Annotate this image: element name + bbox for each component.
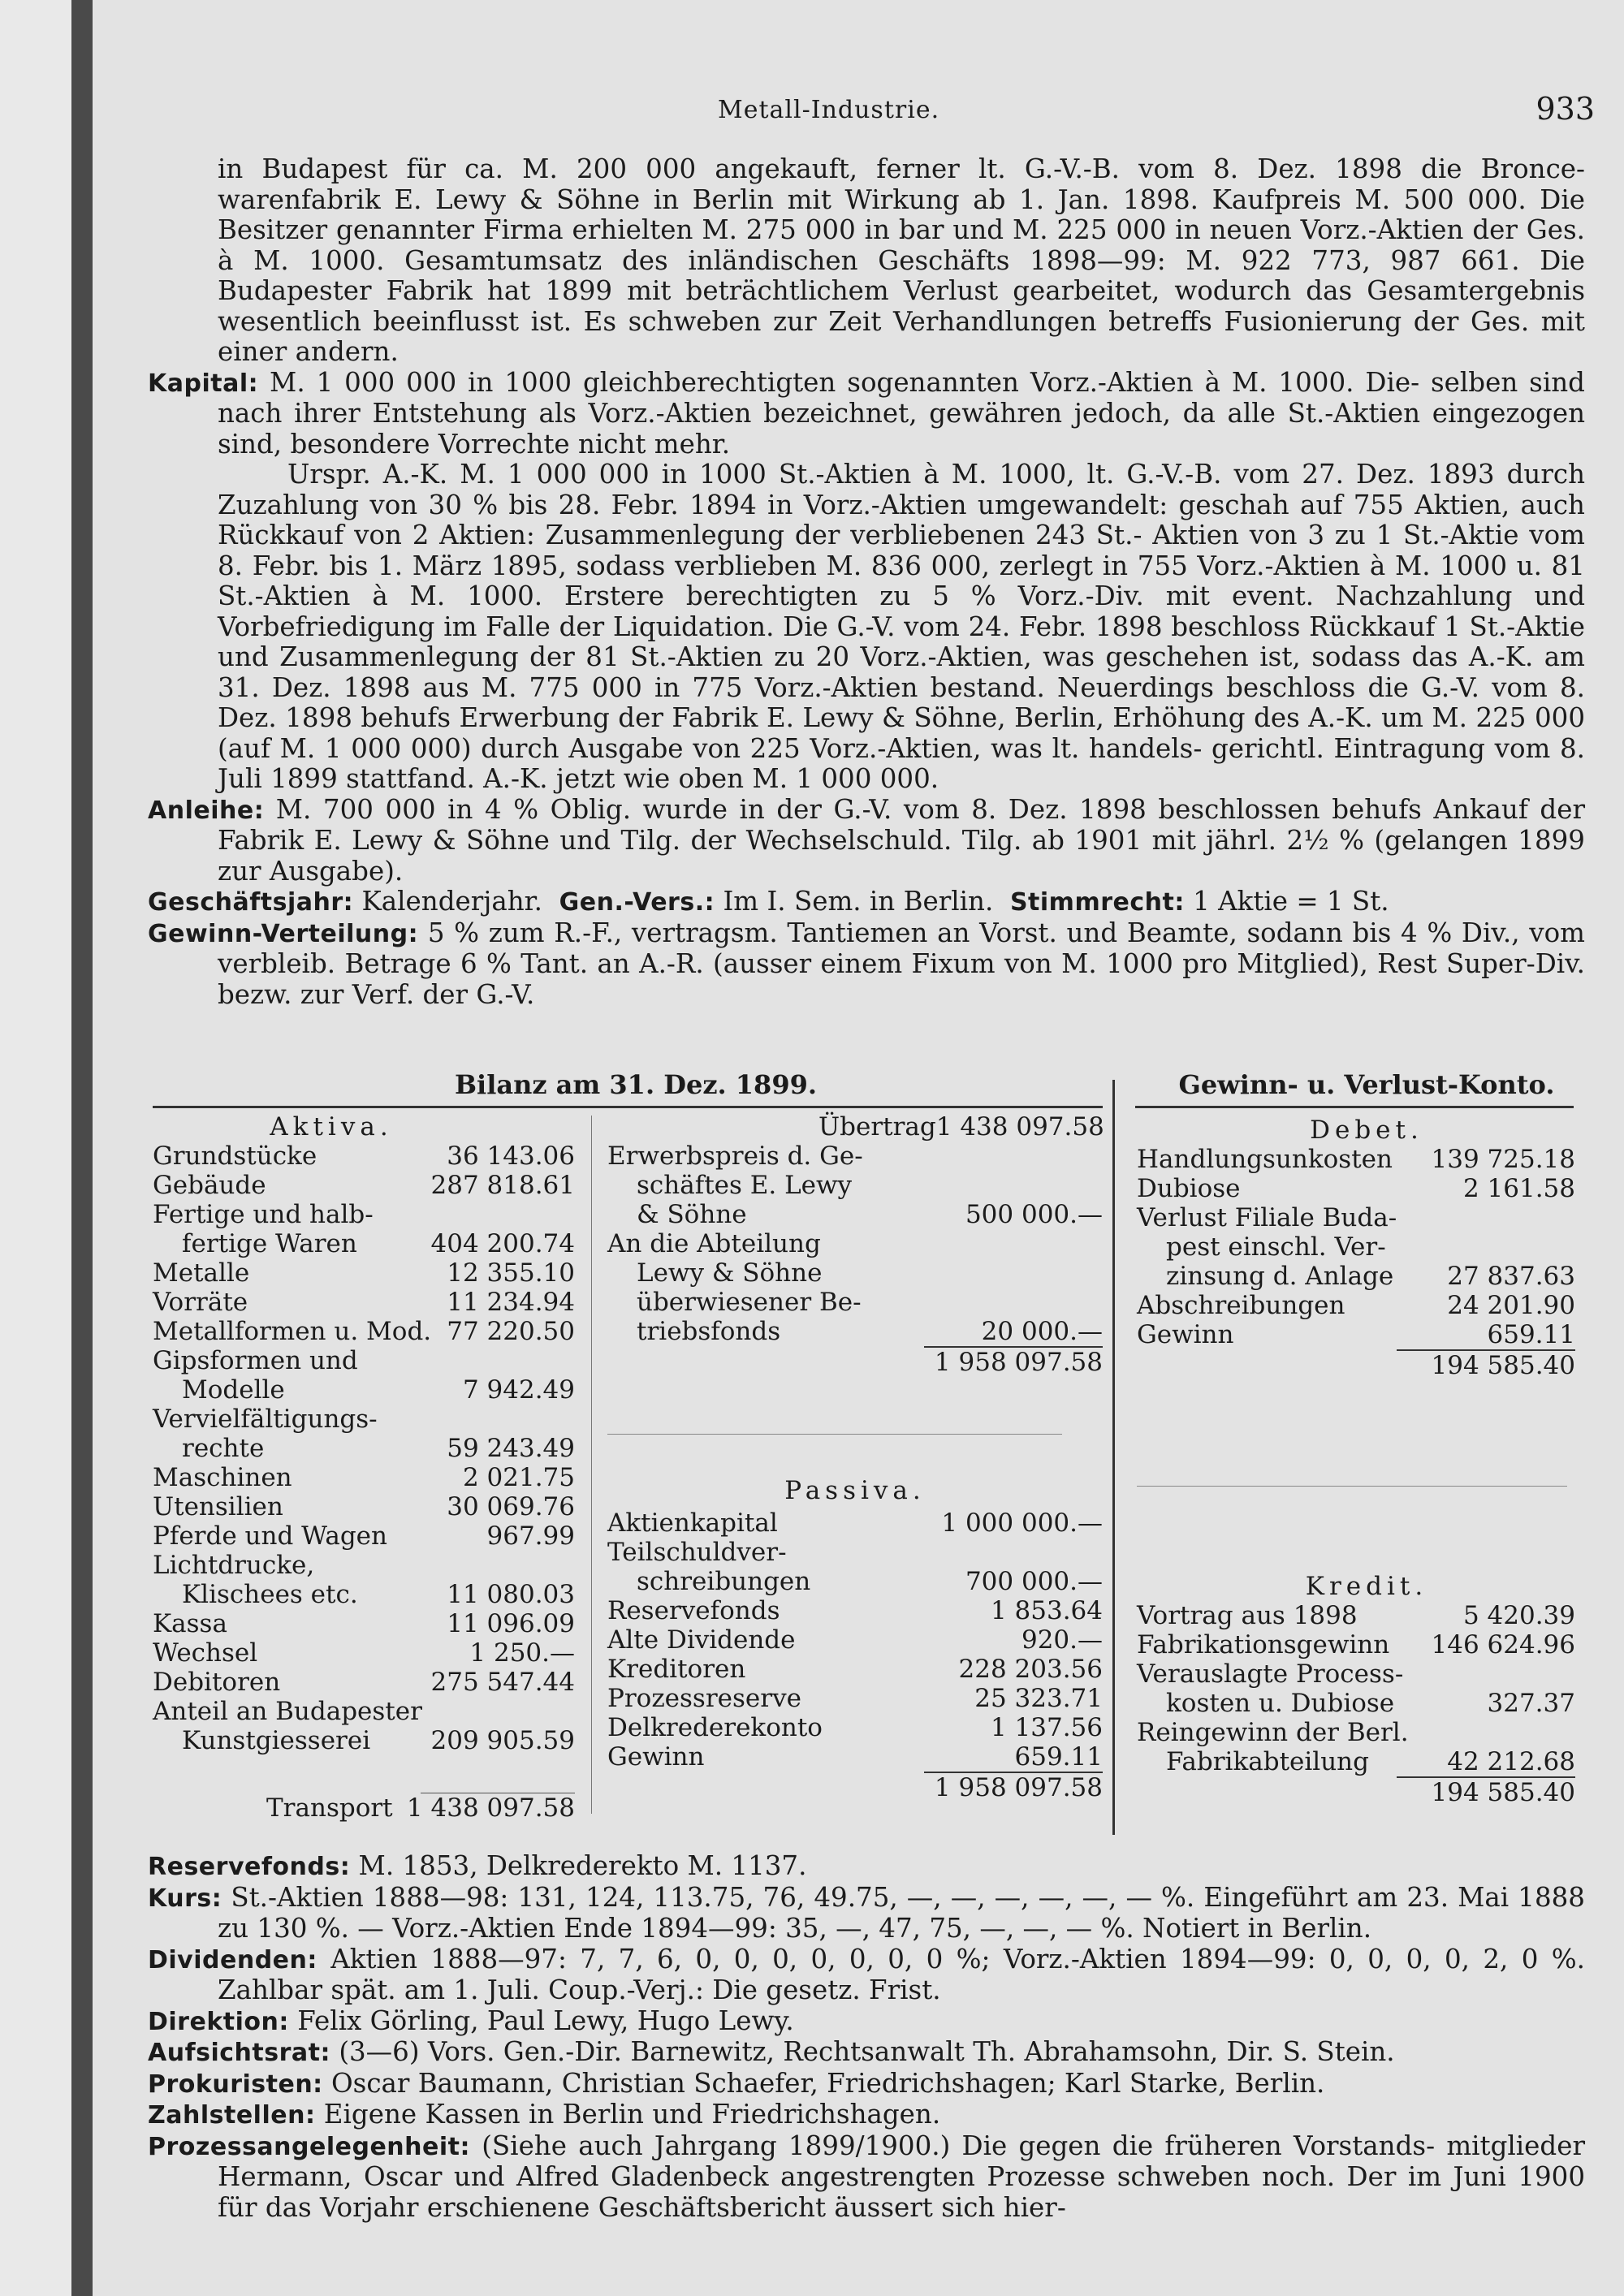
balance-section	[153, 1070, 1598, 1845]
aktiva-row	[153, 1609, 575, 1638]
kurs-line: Notiert in Berlin.	[1142, 1913, 1372, 1944]
aufsichtsrat-label: Aufsichtsrat:	[148, 2039, 330, 2067]
bilanz-continuation-row	[607, 1258, 1103, 1288]
aktiva-value	[445, 1405, 575, 1434]
aktiva-value	[445, 1346, 575, 1375]
aktiva-row	[153, 1346, 575, 1375]
debet-label: pest einschl. Ver-	[1166, 1232, 1386, 1262]
aktiva-value	[445, 1551, 575, 1580]
scan-left-margin	[0, 0, 75, 2296]
aktiva-row	[153, 1375, 575, 1405]
guv-title: Gewinn- u. Verlust-Konto.	[1178, 1069, 1555, 1100]
passiva-ledger	[607, 1508, 1103, 1802]
kapital-history-line: aus M. 775 000 in 775 Vorz.-Aktien bestand. Neuerdings beschloss die G.-V. vom 8. Dez.	[218, 671, 1585, 733]
bilanz-continuation-value	[973, 1142, 1103, 1171]
passiva-label: Teilschuldver-	[607, 1538, 787, 1567]
anleihe-label: Anleihe:	[148, 796, 265, 825]
passiva-row	[607, 1625, 1103, 1655]
kredit-row	[1137, 1601, 1575, 1630]
aktiva-value: 11 080.03	[447, 1580, 575, 1609]
kredit-value	[1445, 1659, 1575, 1689]
passiva-value: 228 203.56	[958, 1655, 1103, 1684]
dividenden-section	[148, 1944, 1585, 2006]
binding-edge	[71, 0, 93, 2296]
genvers-label: Gen.-Vers.:	[559, 888, 715, 917]
passiva-value: 1 853.64	[990, 1596, 1103, 1625]
bilanz-continuation-row	[607, 1142, 1103, 1171]
prozess-line: (Siehe auch Jahrgang 1899/1900.) Die gegen die früheren Vorstands-	[482, 2130, 1447, 2161]
bilanz-continuation-row	[607, 1112, 1103, 1142]
debet-row	[1137, 1232, 1575, 1262]
passiva-value: 1 137.56	[990, 1713, 1103, 1742]
kredit-row	[1137, 1659, 1575, 1689]
aktiva-label: Kunstgiesserei	[182, 1726, 371, 1755]
kredit-value: 327.37	[1487, 1689, 1575, 1718]
debet-row	[1137, 1174, 1575, 1203]
aktiva-heading: Aktiva.	[270, 1112, 393, 1142]
aktiva-row	[153, 1697, 575, 1726]
aktiva-label: Metallformen u. Mod.	[153, 1317, 432, 1346]
debet-heading: Debet.	[1310, 1116, 1423, 1145]
aktiva-value: 967.99	[486, 1521, 575, 1551]
dividenden-label: Dividenden:	[148, 1945, 317, 1974]
bilanz-continuation-label: Übertrag	[818, 1112, 936, 1142]
dividenden-line: 0, 0, 2, 0 %. Zahlbar spät. am 1. Juli. Coup.-Verj.: Die gesetz. Frist.	[218, 1943, 1585, 2005]
aktiva-label: Kassa	[153, 1609, 227, 1638]
geschaeftsjahr-line	[148, 887, 1585, 918]
aktiva-label: Gebäude	[153, 1171, 266, 1200]
bilanz-continuation-value	[973, 1229, 1103, 1258]
bilanz-continuation-value	[973, 1258, 1103, 1288]
kredit-ledger	[1137, 1601, 1575, 1807]
passiva-row	[607, 1567, 1103, 1596]
passiva-row	[607, 1713, 1103, 1742]
bilanz-continuation-ledger	[607, 1112, 1103, 1377]
aktiva-label: Wechsel	[153, 1638, 258, 1668]
passiva-value: 25 323.71	[974, 1684, 1103, 1713]
aufsichtsrat-line	[148, 2037, 1585, 2069]
bilanz-continuation-total-value: 1 958 097.58	[924, 1346, 1103, 1377]
aktiva-row	[153, 1521, 575, 1551]
passiva-label: Gewinn	[607, 1742, 705, 1772]
passiva-value: 920.—	[1021, 1625, 1103, 1655]
aktiva-row	[153, 1434, 575, 1463]
bilanz-continuation-row	[607, 1229, 1103, 1258]
aktiva-value: 30 069.76	[447, 1492, 575, 1521]
aktiva-label: Modelle	[182, 1375, 285, 1405]
kredit-separator	[1137, 1486, 1567, 1487]
page-number: 933	[1535, 91, 1595, 127]
bilanz-column-divider	[591, 1116, 592, 1814]
bilanz-continuation-label: triebsfonds	[637, 1317, 781, 1346]
running-title: Metall-Industrie.	[718, 96, 940, 124]
intro-line: in neuen Vorz.-Aktien der Ges. à M. 1000. Gesamtumsatz des inländischen Geschäfts	[218, 214, 1585, 276]
aktiva-label: Anteil an Budapester	[153, 1697, 422, 1726]
aktiva-label: fertige Waren	[182, 1229, 357, 1258]
aktiva-label: Vervielfältigungs-	[153, 1405, 378, 1434]
aktiva-row	[153, 1638, 575, 1668]
debet-total-value: 194 585.40	[1397, 1349, 1575, 1380]
gewinnverteilung-section	[148, 918, 1585, 1011]
kapital-history-line: durch Zuzahlung von 30 % bis 28. Febr. 1894 in Vorz.-Aktien umgewandelt: geschah	[218, 459, 1585, 520]
aktiva-value: 11 096.09	[447, 1609, 575, 1638]
bilanz-continuation-value	[973, 1288, 1103, 1317]
debet-value: 659.11	[1487, 1320, 1575, 1349]
aktiva-value: 12 355.10	[447, 1258, 575, 1288]
anleihe-line: M. 700 000 in 4 % Oblig. wurde in der G.-V. vom 8. Dez. 1898 beschlossen behufs	[275, 793, 1434, 825]
bilanz-continuation-value: 500 000.—	[965, 1200, 1103, 1229]
kredit-row	[1137, 1630, 1575, 1659]
kapital-history-line: zerlegt in 755 Vorz.-Aktien à M. 1000 u. 81 St.-Aktien à M. 1000. Erstere berechtigten	[218, 550, 1585, 611]
passiva-row	[607, 1655, 1103, 1684]
aktiva-label: Fertige und halb-	[153, 1200, 374, 1229]
debet-row	[1137, 1291, 1575, 1320]
debet-total	[1137, 1349, 1575, 1380]
kapital-history-line: Urspr. A.-K. M. 1 000 000 in 1000 St.-Aktien à M. 1000, lt. G.-V.-B. vom 27. Dez. 1893	[287, 459, 1507, 490]
kredit-label: kosten u. Dubiose	[1166, 1689, 1395, 1718]
passiva-total-value: 1 958 097.58	[924, 1772, 1103, 1802]
kredit-heading: Kredit.	[1305, 1572, 1428, 1601]
kapital-history-line: M. 225 000 (auf M. 1 000 000) durch Ausgabe von 225 Vorz.-Aktien, was lt. handels-	[218, 702, 1585, 764]
aktiva-row	[153, 1258, 575, 1288]
main-column-divider	[1112, 1080, 1115, 1835]
prokuristen-label: Prokuristen:	[148, 2069, 323, 2099]
transport-value: 1 438 097.58	[406, 1793, 575, 1823]
intro-line: zur Zeit Verhandlungen betreffs Fusionierung der Ges. mit einer andern.	[218, 305, 1585, 367]
gewinnverteilung-line: bis 4 % Div., vom verbleib. Betrage 6 % Tant. an A.-R. (ausser einem Fixum von M. 1000	[218, 917, 1585, 979]
aktiva-value: 36 143.06	[447, 1142, 575, 1171]
kurs-line: am 23. Mai 1888 zu 130 %. — Vorz.-Aktien Ende 1894—99: 35, —, 47, 75, —, —, — %.	[218, 1881, 1585, 1944]
passiva-value	[973, 1538, 1103, 1567]
aktiva-label: Pferde und Wagen	[153, 1521, 387, 1551]
zahlstellen-text: Eigene Kassen in Berlin und Friedrichshagen.	[323, 2099, 941, 2130]
gewinnverteilung-line: 5 % zum R.-F., vertragsm. Tantiemen an Vorst. und Beamte, sodann	[427, 917, 1353, 948]
bilanz-continuation-value: 1 438 097.58	[935, 1112, 1104, 1142]
passiva-label: Reservefonds	[607, 1596, 780, 1625]
kapital-history-line: Die G.-V. vom 24. Febr. 1898 beschloss Rückkauf 1 St.-Aktie und Zusammenlegung der	[218, 611, 1585, 672]
aktiva-row	[153, 1580, 575, 1609]
kurs-text	[218, 1882, 1585, 1944]
passiva-row	[607, 1538, 1103, 1567]
bilanz-continuation-total	[607, 1346, 1103, 1377]
kredit-row	[1137, 1747, 1575, 1776]
kredit-row	[1137, 1689, 1575, 1718]
gewinnverteilung-label: Gewinn-Verteilung:	[148, 919, 419, 948]
aktiva-row	[153, 1463, 575, 1492]
aufsichtsrat-text: (3—6) Vors. Gen.-Dir. Barnewitz, Rechtsanwalt Th. Abrahamsohn, Dir. S. Stein.	[339, 2036, 1395, 2067]
aktiva-label: rechte	[182, 1434, 265, 1463]
aktiva-label: Utensilien	[153, 1492, 283, 1521]
debet-ledger	[1137, 1145, 1575, 1380]
aktiva-row	[153, 1551, 575, 1580]
transport-label: Transport	[266, 1793, 393, 1823]
passiva-value: 1 000 000.—	[941, 1508, 1103, 1538]
running-header	[93, 91, 1624, 145]
passiva-heading: Passiva.	[784, 1476, 926, 1505]
geschaeftsjahr-text: Kalenderjahr.	[361, 886, 542, 917]
passiva-row	[607, 1684, 1103, 1713]
aktiva-value: 2 021.75	[462, 1463, 575, 1492]
kapital-section	[148, 368, 1585, 460]
direktion-label: Direktion:	[148, 2007, 289, 2036]
direktion-line	[148, 2006, 1585, 2038]
debet-row	[1137, 1262, 1575, 1291]
stimmrecht-label: Stimmrecht:	[1009, 888, 1185, 917]
debet-label: zinsung d. Anlage	[1166, 1262, 1394, 1291]
kredit-total-value: 194 585.40	[1397, 1776, 1575, 1807]
passiva-row	[607, 1742, 1103, 1772]
kredit-label: Fabrikabteilung	[1166, 1747, 1369, 1776]
zahlstellen-line	[148, 2100, 1585, 2131]
aktiva-label: Metalle	[153, 1258, 250, 1288]
aktiva-value: 11 234.94	[447, 1288, 575, 1317]
passiva-label: Aktienkapital	[607, 1508, 778, 1538]
anleihe-line: Ankauf der Fabrik E. Lewy & Söhne und Tilg. der Wechselschuld. Tilg. ab 1901 mit	[218, 793, 1585, 856]
kapital-text	[218, 367, 1585, 460]
kredit-label: Reingewinn der Berl.	[1137, 1718, 1409, 1747]
kredit-value	[1445, 1718, 1575, 1747]
bilanz-continuation-label: schäftes E. Lewy	[637, 1171, 853, 1200]
reservefonds-line	[148, 1851, 1585, 1883]
kapital-history-line: auf 755 Aktien, auch Rückkauf von 2 Aktien: Zusammenlegung der verbliebenen 243 St.-	[218, 489, 1585, 550]
dividenden-text	[218, 1944, 1585, 2006]
aktiva-label: Lichtdrucke,	[153, 1551, 315, 1580]
aktiva-label: Debitoren	[153, 1668, 281, 1697]
debet-label: Gewinn	[1137, 1320, 1234, 1349]
aktiva-value: 275 547.44	[430, 1668, 575, 1697]
kredit-total	[1137, 1776, 1575, 1807]
aktiva-row	[153, 1288, 575, 1317]
kredit-label: Verauslagte Process-	[1137, 1659, 1404, 1689]
page	[93, 0, 1624, 2296]
aktiva-ledger	[153, 1142, 575, 1755]
passiva-row	[607, 1508, 1103, 1538]
kapital-label: Kapital:	[148, 369, 259, 398]
intro-line: in Budapest für ca. M. 200 000 angekauft, ferner lt. G.-V.-B. vom 8. Dez. 1898 die Bronce-	[218, 153, 1585, 184]
anleihe-section	[148, 795, 1585, 887]
aktiva-label: Maschinen	[153, 1463, 292, 1492]
passiva-total	[607, 1772, 1103, 1802]
bilanz-continuation-value	[973, 1171, 1103, 1200]
geschaeftsjahr-label: Geschäftsjahr:	[148, 888, 354, 917]
debet-value	[1445, 1203, 1575, 1232]
gewinnverteilung-text	[218, 917, 1585, 1010]
kapital-history-line: 81 St.-Aktien zu 20 Vorz.-Aktien, was geschehen ist, sodass das A.-K. am 31. Dez. 1898	[218, 641, 1585, 703]
aktiva-row	[153, 1171, 575, 1200]
kredit-row	[1137, 1718, 1575, 1747]
transport-row	[153, 1793, 575, 1823]
direktion-text: Felix Görling, Paul Lewy, Hugo Lewy.	[297, 2005, 794, 2036]
passiva-label: Prozessreserve	[607, 1684, 801, 1713]
bilanz-continuation-value: 20 000.—	[981, 1317, 1103, 1346]
kredit-value: 42 212.68	[1447, 1747, 1575, 1776]
aktiva-row	[153, 1200, 575, 1229]
aktiva-row	[153, 1668, 575, 1697]
bilanz-continuation-row	[607, 1200, 1103, 1229]
passiva-label: Alte Dividende	[607, 1625, 796, 1655]
intro-paragraph	[148, 154, 1585, 368]
prozess-label: Prozessangelegenheit:	[148, 2132, 470, 2161]
prozess-section	[148, 2131, 1585, 2224]
passiva-value: 700 000.—	[965, 1567, 1103, 1596]
aktiva-row	[153, 1229, 575, 1258]
dividenden-line: Aktien 1888—97: 7, 7, 6, 0, 0, 0, 0, 0, 0, 0 %; Vorz.-Aktien 1894—99: 0, 0,	[330, 1943, 1406, 1974]
kapital-history-line: gerichtl. Eintragung vom 8. Juli 1899 stattfand. A.-K. jetzt wie oben M. 1 000 000.	[218, 732, 1585, 794]
intro-line: 1898—99: M. 922 773, 987 661. Die Budapester Fabrik hat 1899 mit beträchtlichem	[218, 244, 1585, 306]
aktiva-value	[445, 1200, 575, 1229]
debet-label: Handlungsunkosten	[1137, 1145, 1393, 1174]
prokuristen-line	[148, 2069, 1585, 2100]
debet-label: Verlust Filiale Buda-	[1137, 1203, 1397, 1232]
intro-line: warenfabrik E. Lewy & Söhne in Berlin mit Wirkung ab 1. Jan. 1898. Kaufpreis	[218, 183, 1355, 215]
debet-label: Dubiose	[1137, 1174, 1241, 1203]
genvers-text: Im I. Sem. in Berlin.	[723, 886, 994, 917]
bilanz-continuation-label: Erwerbspreis d. Ge-	[607, 1142, 863, 1171]
bilanz-continuation-row	[607, 1317, 1103, 1346]
passiva-value: 659.11	[1014, 1742, 1103, 1772]
kurs-line: St.-Aktien 1888—98: 131, 124, 113.75, 76, 49.75, —, —, —, —, —, — %. Eingeführt	[231, 1881, 1358, 1913]
passiva-row	[607, 1596, 1103, 1625]
aktiva-label: Grundstücke	[153, 1142, 317, 1171]
passiva-separator	[607, 1434, 1062, 1435]
aktiva-label: Gipsformen und	[153, 1346, 358, 1375]
debet-row	[1137, 1203, 1575, 1232]
prozess-line: mitglieder Hermann, Oscar und Alfred Gladenbeck angestrengten Prozesse schweben	[218, 2130, 1585, 2192]
aktiva-row	[153, 1726, 575, 1755]
kredit-label: Fabrikationsgewinn	[1137, 1630, 1390, 1659]
debet-label: Abschreibungen	[1137, 1291, 1345, 1320]
prokuristen-text: Oscar Baumann, Christian Schaefer, Friedrichshagen; Karl Starke, Berlin.	[331, 2067, 1325, 2099]
bilanz-continuation-label: Lewy & Söhne	[637, 1258, 823, 1288]
kapital-history-line: Aktien von 3 zu 1 St.-Aktie vom 8. Febr. bis 1. März 1895, sodass verblieben M. 836 000,	[218, 520, 1585, 581]
kredit-value: 146 624.96	[1431, 1630, 1575, 1659]
bilanz-continuation-label: überwiesener Be-	[637, 1288, 862, 1317]
passiva-label: schreibungen	[637, 1567, 811, 1596]
bilanz-continuation-row	[607, 1288, 1103, 1317]
prozess-line: noch. Der im Juni 1900 für das Vorjahr erschienene Geschäftsbericht äussert sich hier-	[218, 2161, 1585, 2223]
debet-value	[1445, 1232, 1575, 1262]
company-details	[148, 1851, 1585, 2223]
aktiva-label: Klischees etc.	[182, 1580, 358, 1609]
aktiva-value: 77 220.50	[447, 1317, 575, 1346]
kapital-history-line: zu 5 % Vorz.-Div. mit event. Nachzahlung und Vorbefriedigung im Falle der Liquidation.	[218, 580, 1585, 642]
kapital-line: M. 1 000 000 in 1000 gleichberechtigten sogenannten Vorz.-Aktien à M. 1000. Die-	[270, 366, 1431, 398]
kurs-section	[148, 1883, 1585, 1944]
aktiva-label: Vorräte	[153, 1288, 248, 1317]
anleihe-line: jährl. 2½ % (gelangen 1899 zur Ausgabe).	[218, 825, 1585, 887]
bilanz-continuation-row	[607, 1171, 1103, 1200]
aktiva-row	[153, 1317, 575, 1346]
reservefonds-label: Reservefonds:	[148, 1853, 351, 1881]
bilanz-title: Bilanz am 31. Dez. 1899.	[455, 1069, 817, 1100]
debet-value: 139 725.18	[1431, 1145, 1575, 1174]
debet-row	[1137, 1145, 1575, 1174]
aktiva-value: 1 250.—	[469, 1638, 575, 1668]
anleihe-text	[218, 794, 1585, 887]
kapital-line: selben sind nach ihrer Entstehung als Vorz.-Aktien bezeichnet, gewähren jedoch, da alle	[218, 366, 1585, 429]
kapital-history-line: 1898 behufs Erwerbung der Fabrik E. Lewy & Söhne, Berlin, Erhöhung des A.-K. um	[285, 702, 1432, 733]
kredit-value: 5 420.39	[1462, 1601, 1575, 1630]
intro-line: M. 500 000. Die Besitzer genannter Firma erhielten M. 275 000 in bar und M. 225 000	[218, 183, 1585, 245]
stimmrecht-text: 1 Aktie = 1 St.	[1193, 886, 1389, 917]
gewinnverteilung-line: pro Mitglied), Rest Super-Div. bezw. zur Verf. der G.-V.	[218, 948, 1585, 1010]
aktiva-value: 209 905.59	[430, 1726, 575, 1755]
debet-value: 24 201.90	[1447, 1291, 1575, 1320]
bilanz-continuation-label: & Söhne	[637, 1200, 747, 1229]
aktiva-value: 404 200.74	[430, 1229, 575, 1258]
bilanz-continuation-label: An die Abteilung	[607, 1229, 821, 1258]
aktiva-row	[153, 1142, 575, 1171]
debet-value: 2 161.58	[1462, 1174, 1575, 1203]
aktiva-row	[153, 1492, 575, 1521]
passiva-label: Delkrederekonto	[607, 1713, 823, 1742]
aktiva-value: 59 243.49	[447, 1434, 575, 1463]
reservefonds-text: M. 1853, Delkrederekto M. 1137.	[358, 1850, 807, 1881]
aktiva-value: 7 942.49	[462, 1375, 575, 1405]
company-text	[148, 154, 1585, 1010]
zahlstellen-label: Zahlstellen:	[148, 2101, 316, 2130]
aktiva-value	[445, 1697, 575, 1726]
aktiva-value: 287 818.61	[430, 1171, 575, 1200]
kapital-line: St.-Aktien eingezogen sind, besondere Vorrechte nicht mehr.	[218, 398, 1585, 460]
intro-line: Verlust gearbeitet, wodurch das Gesamtergebnis wesentlich beeinflusst ist. Es schweben	[218, 275, 1586, 337]
kapital-history	[148, 460, 1585, 795]
aktiva-row	[153, 1405, 575, 1434]
kredit-label: Vortrag aus 1898	[1137, 1601, 1358, 1630]
kurs-label: Kurs:	[148, 1884, 222, 1913]
guv-title-rule	[1135, 1106, 1574, 1108]
bilanz-title-rule	[153, 1106, 1103, 1108]
debet-value: 27 837.63	[1447, 1262, 1575, 1291]
passiva-label: Kreditoren	[607, 1655, 746, 1684]
debet-row	[1137, 1320, 1575, 1349]
